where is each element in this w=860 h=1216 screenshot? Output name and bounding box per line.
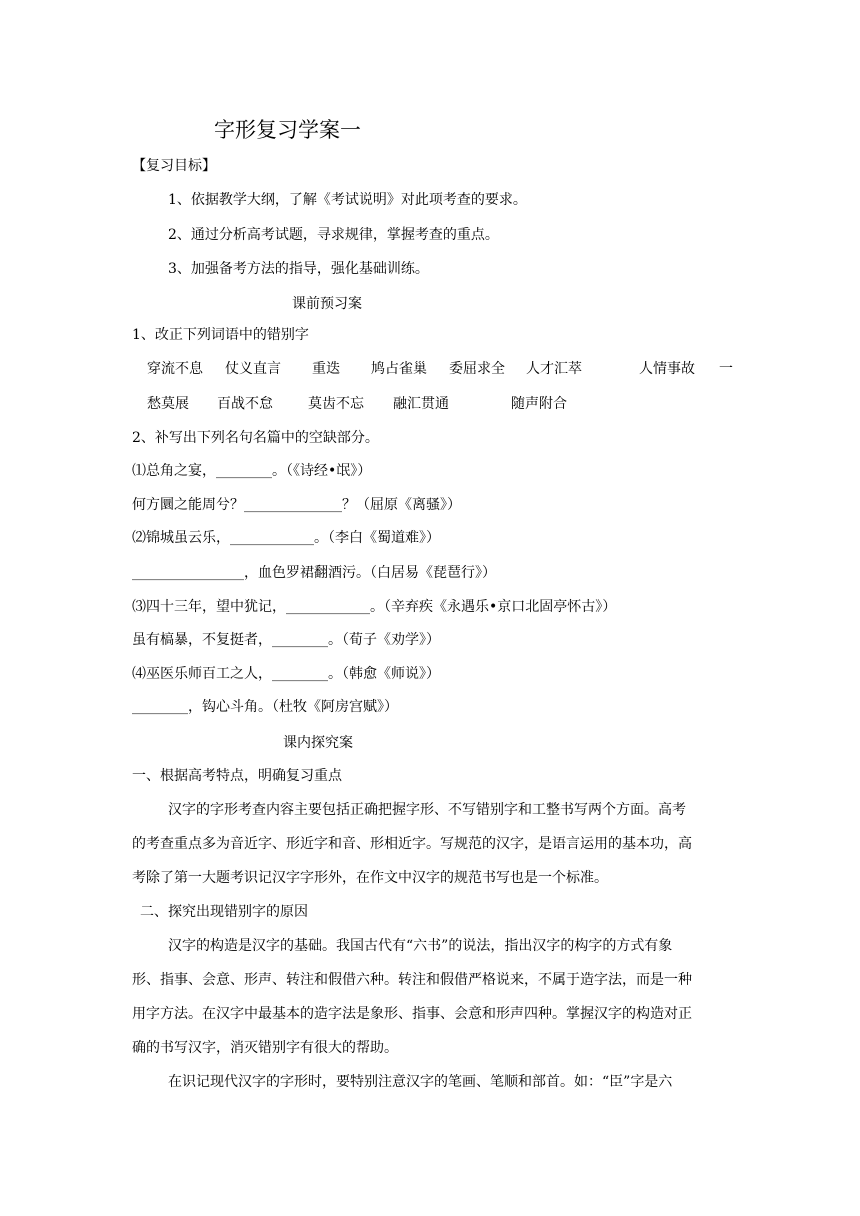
word-item: 融汇贯通 <box>393 396 449 412</box>
word-list-row-1 <box>147 359 733 379</box>
word-list-row-2 <box>147 394 567 414</box>
paragraph-line: 用字方法。在汉字中最基本的造字法是象形、指事、会意和形声四种。掌握汉字的构造对正 <box>132 1006 692 1022</box>
word-item: 穿流不息 <box>147 361 203 377</box>
question-1: 1、改正下列词语中的错别字 <box>132 327 309 343</box>
paragraph-line: 形、指事、会意、形声、转注和假借六种。转注和假借严格说来，不属于造字法，而是一种 <box>132 972 692 988</box>
word-item: 人才汇萃 <box>526 361 582 377</box>
inclass-heading: 课内探究案 <box>283 735 353 751</box>
section-1-heading: 一、根据高考特点，明确复习重点 <box>132 768 342 784</box>
word-item: 委屈求全 <box>449 361 505 377</box>
section-2-heading: 二、探究出现错别字的原因 <box>140 904 308 920</box>
paragraph-line: 汉字的构造是汉字的基础。我国古代有“六书”的说法，指出汉字的构字的方式有象 <box>168 938 673 954</box>
fill-blank-line: ⑵锦城虽云乐，____________。（李白《蜀道难》） <box>132 530 440 546</box>
page-title: 字形复习学案一 <box>214 118 361 142</box>
fill-blank-line: ⑴总角之宴，________。（《诗经•氓》） <box>132 463 372 479</box>
objectives-heading: 【复习目标】 <box>132 158 216 174</box>
paragraph-line: 考除了第一大题考识记汉字字形外，在作文中汉字的规范书写也是一个标准。 <box>132 870 608 886</box>
paragraph-line: 在识记现代汉字的字形时，要特别注意汉字的笔画、笔顺和部首。如：“臣”字是六 <box>168 1074 673 1090</box>
fill-blank-line: ________________，血色罗裙翻酒污。（白居易《琵琶行》） <box>132 565 496 581</box>
fill-blank-line: 虽有槁暴，不复挺者，________。（荀子《劝学》） <box>132 632 440 648</box>
word-item: 随声附合 <box>511 396 567 412</box>
word-item: 鸠占雀巢 <box>371 361 427 377</box>
preview-heading: 课前预习案 <box>292 296 362 312</box>
word-item: 愁莫展 <box>147 396 189 412</box>
fill-blank-line: 何方圜之能周兮？______________？（屈原《离骚》） <box>132 497 461 513</box>
objective-item: 3、加强备考方法的指导，强化基础训练。 <box>168 261 429 277</box>
paragraph-line: 的考查重点多为音近字、形近字和音、形相近字。写规范的汉字，是语言运用的基本功，高 <box>132 836 692 852</box>
paragraph-line: 汉字的字形考查内容主要包括正确把握字形、不写错别字和工整书写两个方面。高考 <box>168 802 686 818</box>
fill-blank-line: ⑶四十三年，望中犹记，____________。（辛弃疾《永遇乐•京口北固亭怀古》） <box>132 599 617 615</box>
paragraph-line: 确的书写汉字，消灭错别字有很大的帮助。 <box>132 1040 398 1056</box>
word-item: 莫齿不忘 <box>308 396 364 412</box>
word-item: 仗义直言 <box>225 361 281 377</box>
objective-item: 1、依据教学大纲，了解《考试说明》对此项考查的要求。 <box>168 192 527 208</box>
objective-item: 2、通过分析高考试题，寻求规律，掌握考查的重点。 <box>168 227 499 243</box>
fill-blank-line: ⑷巫医乐师百工之人，________。（韩愈《师说》） <box>132 666 440 682</box>
word-item: 人情事故 <box>639 361 695 377</box>
word-item: 百战不怠 <box>217 396 273 412</box>
question-2: 2、补写出下列名句名篇中的空缺部分。 <box>132 430 379 446</box>
fill-blank-line: ________，钩心斗角。（杜牧《阿房宫赋》） <box>132 699 398 715</box>
word-item: 重迭 <box>312 361 340 377</box>
word-item: 一 <box>719 361 733 377</box>
